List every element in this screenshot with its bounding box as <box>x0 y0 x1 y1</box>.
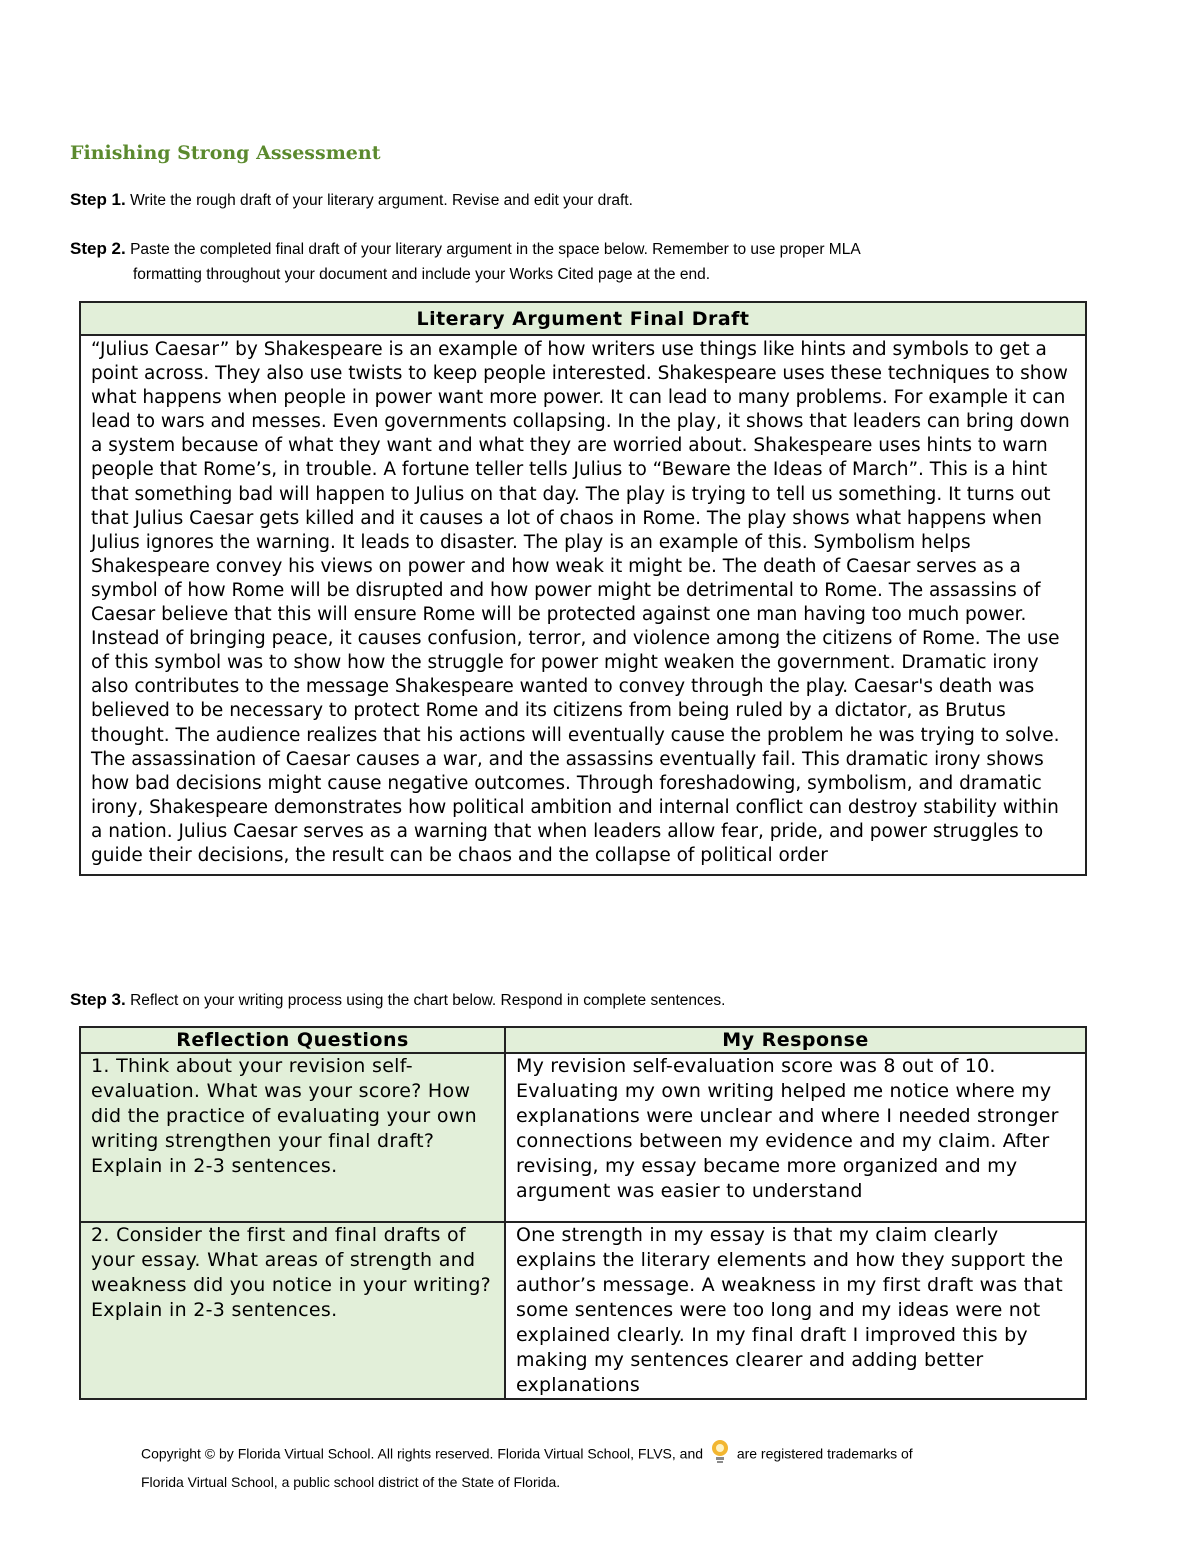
my-response-header: My Response <box>505 1027 1086 1053</box>
step-2-text-line1: Paste the completed final draft of your literary argument in the space below. Remember to use proper MLA <box>130 241 861 258</box>
reflection-table <box>79 1026 1087 1400</box>
reflection-questions-header: Reflection Questions <box>80 1027 505 1053</box>
footer-text-part1: Copyright © by Florida Virtual School. All rights reserved. Florida Virtual School, FLVS, and <box>141 1445 704 1462</box>
step-3 <box>70 987 725 1013</box>
footer-text-line2: Florida Virtual School, a public school district of the State of Florida. <box>141 1474 561 1490</box>
step-1-label: Step 1. <box>70 190 126 209</box>
table-row <box>80 1053 1086 1222</box>
final-draft-header: Literary Argument Final Draft <box>80 302 1086 335</box>
step-3-text: Reflect on your writing process using the chart below. Respond in complete sentences. <box>130 992 726 1009</box>
reflection-question-1: 1. Think about your revision self-evaluation. What was your score? How did the practice of evaluating your own writing strengthen your final draft? Explain in 2-3 sentences. <box>80 1053 505 1222</box>
step-2-text-line2: formatting throughout your document and include your Works Cited page at the end. <box>133 266 711 283</box>
final-draft-table <box>79 301 1087 876</box>
reflection-response-1[interactable]: My revision self-evaluation score was 8 out of 10. Evaluating my own writing helped me notice where my explanations were unclear and where I needed stronger connections between my evidence and my claim. After revising, my essay became more organized and my argument was easier to understand <box>505 1053 1086 1222</box>
step-1 <box>70 187 633 213</box>
reflection-question-2: 2. Consider the first and final drafts of your essay. What areas of strength and weakness did you notice in your writing? Explain in 2-3 sentences. <box>80 1222 505 1399</box>
step-2 <box>70 236 861 287</box>
step-1-text: Write the rough draft of your literary argument. Revise and edit your draft. <box>130 192 633 209</box>
step-3-label: Step 3. <box>70 990 126 1009</box>
footer-text-part2: are registered trademarks of <box>736 1445 913 1462</box>
final-draft-body[interactable]: “Julius Caesar” by Shakespeare is an example of how writers use things like hints and symbols to get a point across. They also use twists to keep people interested. Shakespeare uses these techniques to show what happens when people in power want more power. It can lead to many problems. For example it can lead to wars and messes. Even governments collapsing. In the play, it shows that leaders can bring down a system because of what they want and what they are worried about. Shakespeare uses hints to warn people that Rome’s, in trouble. A fortune teller tells Julius to “Beware the Ideas of March”. This is a hint that something bad will happen to Julius on that day. The play is trying to tell us something. It turns out that Julius Caesar gets killed and it causes a lot of chaos in Rome. The play shows what happens when Julius ignores the warning. It leads to disaster. The play is an example of this. Symbolism helps Shakespeare convey his views on power and how weak it might be. The death of Caesar serves as a symbol of how Rome will be disrupted and how power might be detrimental to Rome. The assassins of Caesar believe that this will ensure Rome will be protected against one man having too much power. Instead of bringing peace, it causes confusion, terror, and violence among the citizens of Rome. The use of this symbol was to show how the struggle for power might weaken the government. Dramatic irony also contributes to the message Shakespeare wanted to convey through the play. Caesar's death was believed to be necessary to protect Rome and its citizens from being ruled by a dictator, as Brutus thought. The audience realizes that his actions will eventually cause the problem he was trying to solve. The assassination of Caesar causes a war, and the assassins eventually fail. This dramatic irony shows how bad decisions might cause negative outcomes. Through foreshadowing, symbolism, and dramatic irony, Shakespeare demonstrates how political ambition and internal conflict can destroy stability within a nation. Julius Caesar serves as a warning that when leaders allow fear, pride, and power struggles to guide their decisions, the result can be chaos and the collapse of political order <box>80 335 1086 875</box>
page-title: Finishing Strong Assessment <box>70 142 381 164</box>
table-row <box>80 1222 1086 1399</box>
step-2-label: Step 2. <box>70 239 126 258</box>
copyright-footer <box>141 1439 1041 1493</box>
reflection-response-2[interactable]: One strength in my essay is that my claim clearly explains the literary elements and how they support the author’s message. A weakness in my first draft was that some sentences were too long and my ideas were not explained clearly. In my final draft I improved this by making my sentences clearer and adding better explanations <box>505 1222 1086 1399</box>
flvs-logo-icon <box>710 1439 730 1471</box>
